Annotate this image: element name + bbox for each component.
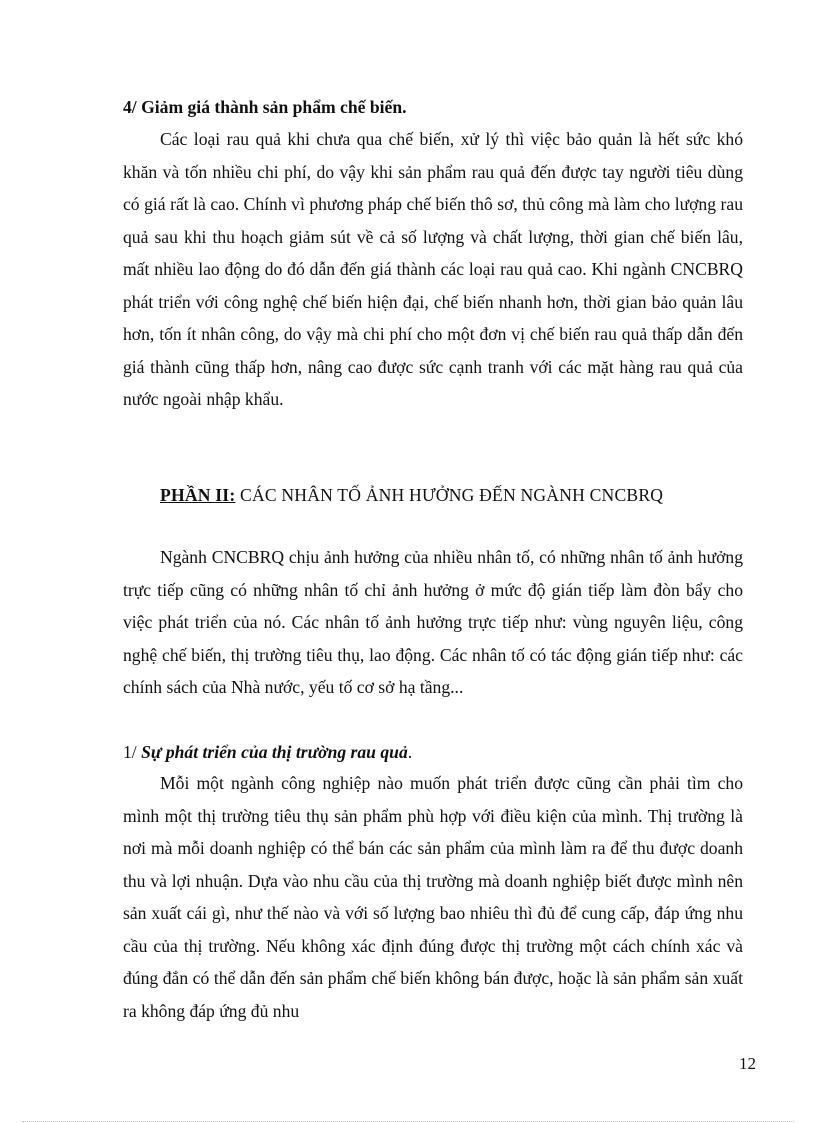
part-2-label: PHẦN II: xyxy=(160,485,236,505)
part-2-heading xyxy=(160,481,663,509)
page-number: 12 xyxy=(739,1054,756,1073)
part-2-paragraph: Ngành CNCBRQ chịu ảnh hưởng của nhiều nhân tố, có những nhân tố ảnh hưởng trực tiếp cũng có những nhân tố chỉ ảnh hưởng ở mức độ gián tiếp làm đòn bẩy cho việc phát triển của nó. Các nhân tố ảnh hưởng trực tiếp như: vùng nguyên liệu, công nghệ chế biến, thị trường tiêu thụ, lao động. Các nhân tố có tác động gián tiếp như: các chính sách của Nhà nước, yếu tố cơ sở hạ tầng... xyxy=(123,547,743,697)
subsection-1-title: Sự phát triển của thị trường rau quả xyxy=(141,742,408,762)
subsection-1-heading xyxy=(123,737,412,767)
subsection-1-paragraph: Mỗi một ngành công nghiệp nào muốn phát triển được cũng cần phải tìm cho mình một thị trường tiêu thụ sản phẩm phù hợp với điều kiện của mình. Thị trường là nơi mà mỗi doanh nghiệp có thể bán các sản phẩm của mình làm ra để thu được doanh thu và lợi nhuận. Dựa vào nhu cầu của thị trường mà doanh nghiệp biết được mình nên sản xuất cái gì, như thế nào và với số lượng bao nhiêu thì đủ để cung cấp, đáp ứng nhu cầu của thị trường. Nếu không xác định đúng được thị trường một cách chính xác và đúng đắn có thể dẫn đến sản phẩm chế biến không bán được, hoặc là sản phẩm sản xuất ra không đáp ứng đủ nhu xyxy=(123,773,743,1021)
section-4-heading: 4/ Giảm giá thành sản phẩm chế biến. xyxy=(123,97,407,117)
page-bottom-divider xyxy=(22,1121,794,1122)
subsection-1-number: 1/ xyxy=(123,742,142,762)
section-4-paragraph: Các loại rau quả khi chưa qua chế biến, xử lý thì việc bảo quản là hết sức khó khăn và tốn nhiều chi phí, do vậy khi sản phẩm rau quả đến được tay người tiêu dùng có giá rất là cao. Chính vì phương pháp chế biến thô sơ, thủ công mà làm cho lượng rau quả sau khi thu hoạch giảm sút về cả số lượng và chất lượng, thời gian chế biến lâu, mất nhiều lao động do đó dẫn đến giá thành các loại rau quả cao. Khi ngành CNCBRQ phát triển với công nghệ chế biến hiện đại, chế biến nhanh hơn, thời gian bảo quản lâu hơn, tốn ít nhân công, do vậy mà chi phí cho một đơn vị chế biến rau quả thấp dẫn đến giá thành cũng thấp hơn, nâng cao được sức cạnh tranh với các mặt hàng rau quả của nước ngoài nhập khẩu. xyxy=(123,129,743,409)
subsection-1-period: . xyxy=(407,742,413,762)
part-2-title: CÁC NHÂN TỐ ẢNH HƯỞNG ĐẾN NGÀNH CNCBRQ xyxy=(235,485,664,505)
